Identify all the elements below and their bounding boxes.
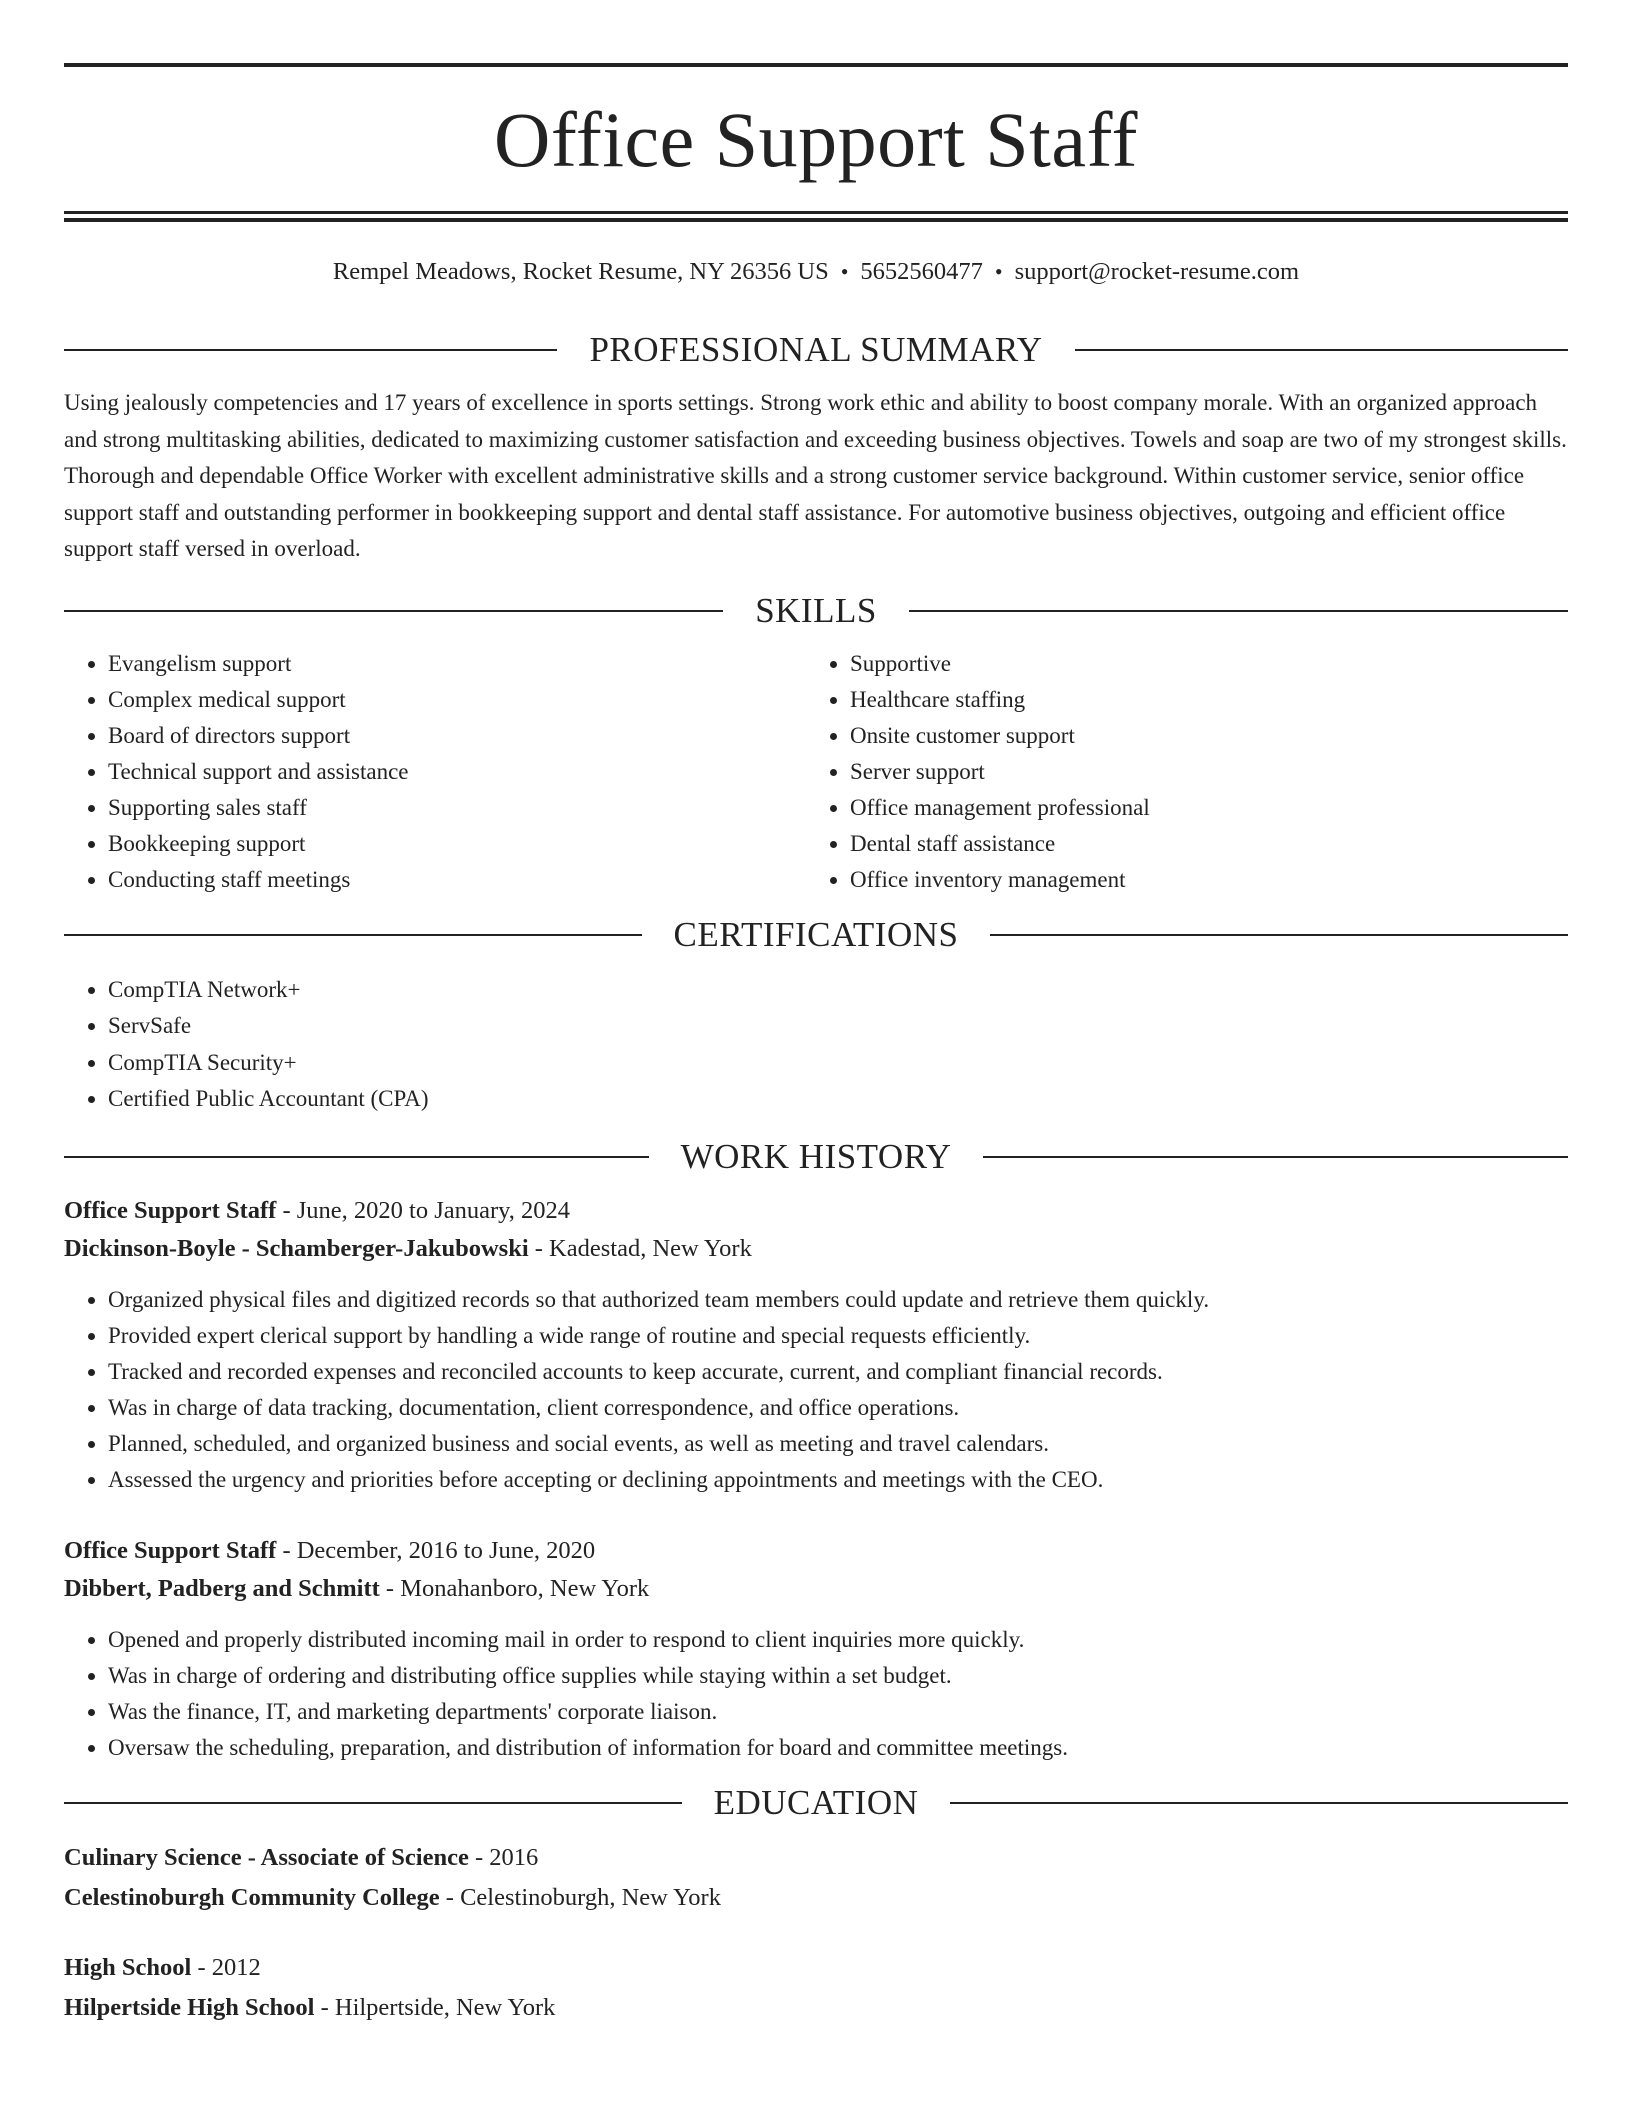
education-degree-line: [64, 1948, 1568, 1988]
section-rule: [909, 610, 1568, 612]
education-section-header: [64, 1782, 1568, 1824]
section-rule: [950, 1802, 1568, 1804]
section-title: SKILLS: [755, 590, 877, 630]
skill-item: • Evangelism support: [108, 646, 806, 682]
job-dates: - December, 2016 to June, 2020: [276, 1536, 596, 1564]
job-duty: • Oversaw the scheduling, preparation, and distribution of information for board and committee meetings.: [108, 1730, 1568, 1766]
skill-item: • Onsite customer support: [850, 718, 1548, 754]
contact-phone: 5652560477: [860, 258, 983, 285]
education-school: Celestinoburgh Community College: [64, 1883, 440, 1911]
education-entry: [64, 1838, 1568, 1918]
skills-section-header: [64, 590, 1568, 632]
contact-line: [64, 257, 1568, 286]
section-rule: [983, 1156, 1568, 1158]
job-duty: • Opened and properly distributed incoming mail in order to respond to client inquiries more quickly.: [108, 1622, 1568, 1658]
top-rule: [64, 63, 1568, 67]
skills-list-left: [64, 646, 806, 898]
job-title-line: [64, 1532, 1568, 1570]
job-duty: • Planned, scheduled, and organized business and social events, as well as meeting and travel calendars.: [108, 1426, 1568, 1462]
skills-list-right: [806, 646, 1548, 898]
skill-item: • Healthcare staffing: [850, 682, 1548, 718]
job-company-line: [64, 1230, 1568, 1268]
skill-item: • Supporting sales staff: [108, 790, 806, 826]
skill-item: • Bookkeeping support: [108, 826, 806, 862]
job-title: Office Support Staff: [64, 1536, 277, 1564]
job-duty: • Tracked and recorded expenses and reconciled accounts to keep accurate, current, and compliant financial records.: [108, 1354, 1568, 1390]
job-entry: [64, 1192, 1568, 1498]
skills-columns: [64, 646, 1568, 898]
education-school-line: [64, 1988, 1568, 2028]
section-title: PROFESSIONAL SUMMARY: [589, 330, 1043, 370]
education-entry: [64, 1948, 1568, 2028]
education-school: Hilpertside High School: [64, 1993, 315, 2021]
summary-text: Using jealously competencies and 17 years of excellence in sports settings. Strong work ethic and ability to boost company morale. With an organized approach and strong multitasking abilities, dedicated to maximizing customer satisfaction and exceeding business objectives. Towels and soap are two of my strongest skills. Thorough and dependable Office Worker with excellent administrative skills and a strong customer service background. Within customer service, senior office support staff and outstanding performer in bookkeeping support and dental staff assistance. For automotive business objectives, outgoing and efficient office support staff versed in overload.: [64, 390, 1567, 562]
section-rule: [64, 1802, 682, 1804]
job-location: - Kadestad, New York: [528, 1234, 752, 1262]
section-title: CERTIFICATIONS: [673, 914, 959, 954]
section-rule: [990, 934, 1568, 936]
certifications-section-header: [64, 914, 1568, 956]
education-year: - 2016: [468, 1843, 539, 1871]
job-duty: • Assessed the urgency and priorities before accepting or declining appointments and meetings with the CEO.: [108, 1462, 1568, 1498]
contact-email: support@rocket-resume.com: [1014, 258, 1300, 285]
section-rule: [1075, 349, 1568, 351]
certification-item: • Certified Public Accountant (CPA): [108, 1081, 1568, 1118]
skill-item: • Complex medical support: [108, 682, 806, 718]
section-title: EDUCATION: [713, 1782, 919, 1822]
education-degree-line: [64, 1838, 1568, 1878]
skill-item: • Server support: [850, 754, 1548, 790]
section-rule: [64, 1156, 649, 1158]
resume-title: Office Support Staff: [493, 96, 1139, 183]
section-rule: [64, 934, 642, 936]
job-title: Office Support Staff: [64, 1196, 277, 1224]
job-duty: • Was in charge of ordering and distributing office supplies while staying within a set budget.: [108, 1658, 1568, 1694]
job-duty: • Provided expert clerical support by handling a wide range of routine and special requests efficiently.: [108, 1318, 1568, 1354]
skill-item: • Dental staff assistance: [850, 826, 1548, 862]
job-title-line: [64, 1192, 1568, 1230]
education-location: - Hilpertside, New York: [314, 1993, 556, 2021]
work-section-header: [64, 1136, 1568, 1178]
education-degree: High School: [64, 1953, 192, 1981]
section-rule: [64, 610, 723, 612]
skill-item: • Conducting staff meetings: [108, 862, 806, 898]
section-rule: [64, 349, 557, 351]
skill-item: • Board of directors support: [108, 718, 806, 754]
job-duties-list: [64, 1622, 1568, 1766]
job-duty: • Was in charge of data tracking, documentation, client correspondence, and office operations.: [108, 1390, 1568, 1426]
job-location: - Monahanboro, New York: [379, 1574, 650, 1602]
skill-item: • Office inventory management: [850, 862, 1548, 898]
certification-item: • CompTIA Security+: [108, 1045, 1568, 1082]
certifications-list: [64, 972, 1568, 1118]
job-duty: • Was the finance, IT, and marketing departments' corporate liaison.: [108, 1694, 1568, 1730]
job-dates: - June, 2020 to January, 2024: [276, 1196, 571, 1224]
summary-section-header: [64, 329, 1568, 371]
skill-item: • Technical support and assistance: [108, 754, 806, 790]
section-title: WORK HISTORY: [680, 1136, 952, 1176]
certification-item: • CompTIA Network+: [108, 972, 1568, 1009]
contact-address: Rempel Meadows, Rocket Resume, NY 26356 US: [332, 258, 829, 285]
job-duty: • Organized physical files and digitized records so that authorized team members could update and retrieve them quickly.: [108, 1282, 1568, 1318]
skill-item: • Supportive: [850, 646, 1548, 682]
education-school-line: [64, 1878, 1568, 1918]
contact-separator: •: [840, 259, 849, 284]
job-entry: [64, 1532, 1568, 1766]
skill-item: • Office management professional: [850, 790, 1548, 826]
contact-separator: •: [994, 259, 1003, 284]
job-company: Dibbert, Padberg and Schmitt: [64, 1574, 380, 1602]
education-location: - Celestinoburgh, New York: [439, 1883, 721, 1911]
certification-item: • ServSafe: [108, 1008, 1568, 1045]
job-company: Dickinson-Boyle - Schamberger-Jakubowski: [64, 1234, 529, 1262]
education-degree: Culinary Science - Associate of Science: [64, 1843, 469, 1871]
job-duties-list: [64, 1282, 1568, 1498]
education-year: - 2012: [191, 1953, 261, 1981]
title-double-rule: [64, 211, 1568, 222]
job-company-line: [64, 1570, 1568, 1608]
